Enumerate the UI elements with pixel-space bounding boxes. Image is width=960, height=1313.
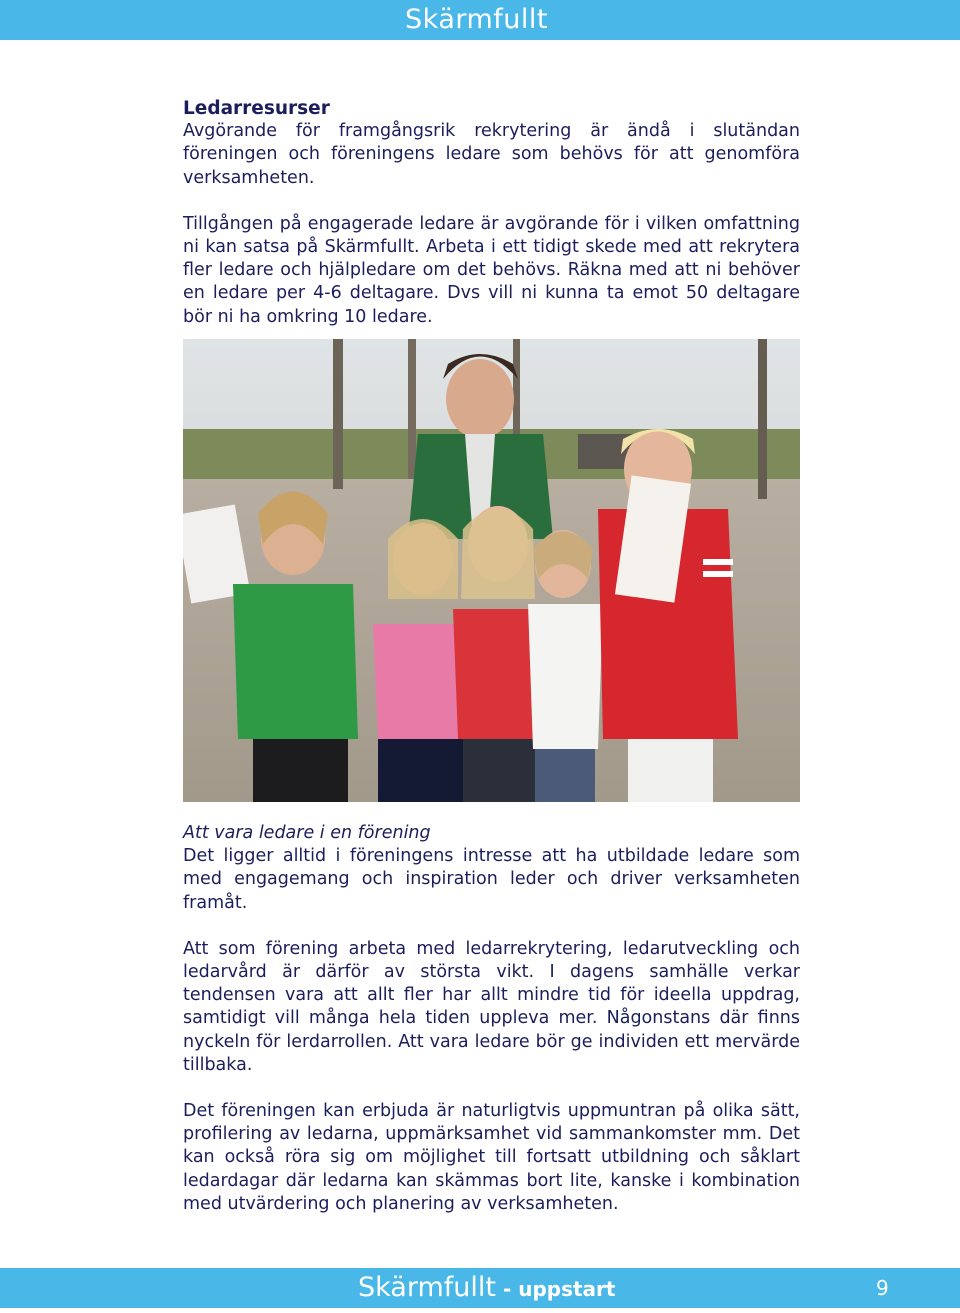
footer-bar <box>0 1268 960 1308</box>
group-photo-image <box>183 339 800 802</box>
paragraph: Tillgången på engagerade ledare är avgörande för i vilken omfattning ni kan satsa på Skärmfullt. Arbeta i ett tidigt skede med att rekrytera fler ledare och hjälpledare om det behövs. Räkna med att ni behöver en ledare per 4-6 deltagare. Dvs vill ni kunna ta emot 50 deltagare bör ni ha omkring 10 ledare. <box>183 213 800 327</box>
footer-brand <box>358 1270 615 1307</box>
section-subtitle: Att vara ledare i en förening <box>183 823 431 843</box>
paragraph: Avgörande för framgångsrik rekrytering är ändå i slutändan föreningen och föreningens ledare som behövs för att genomföra verksamheten. <box>183 121 800 188</box>
section-title: Ledarresurser <box>183 98 330 119</box>
footer-brand-name: Skärmfullt <box>358 1272 496 1303</box>
group-photo <box>183 339 800 802</box>
paragraph: Att som förening arbeta med ledarrekrytering, ledarutveckling och ledarvård är därför av största vikt. I dagens samhälle verkar tendensen vara att allt fler har allt mindre tid för ideella uppdrag, samtidigt vill många hela tiden uppleva mer. Någonstans där finns nyckeln för lerdarrollen. Att vara ledare bör ge individen ett mervärde tillbaka. <box>183 938 800 1075</box>
section-att-vara-ledare <box>183 822 800 1216</box>
header-bar <box>0 0 960 40</box>
paragraph: Det föreningen kan erbjuda är naturligtvis uppmuntran på olika sätt, profilering av ledarna, uppmärksamhet vid sammankomster mm. Det kan också röra sig om möjlighet till fortsatt utbildning och såklart ledardagar där ledarna kan skämmas bort lite, kanske i kombination med utvärdering och planering av verksamheten. <box>183 1101 800 1214</box>
page-number: 9 <box>876 1276 889 1300</box>
header-brand: Skärmfullt <box>405 4 548 35</box>
section-ledarresurser <box>183 97 800 329</box>
footer-brand-suffix: - uppstart <box>495 1277 616 1301</box>
paragraph: Det ligger alltid i föreningens intresse att ha utbildade ledare som med engagemang och inspiration leder och driver verksamheten framåt. <box>183 846 800 913</box>
